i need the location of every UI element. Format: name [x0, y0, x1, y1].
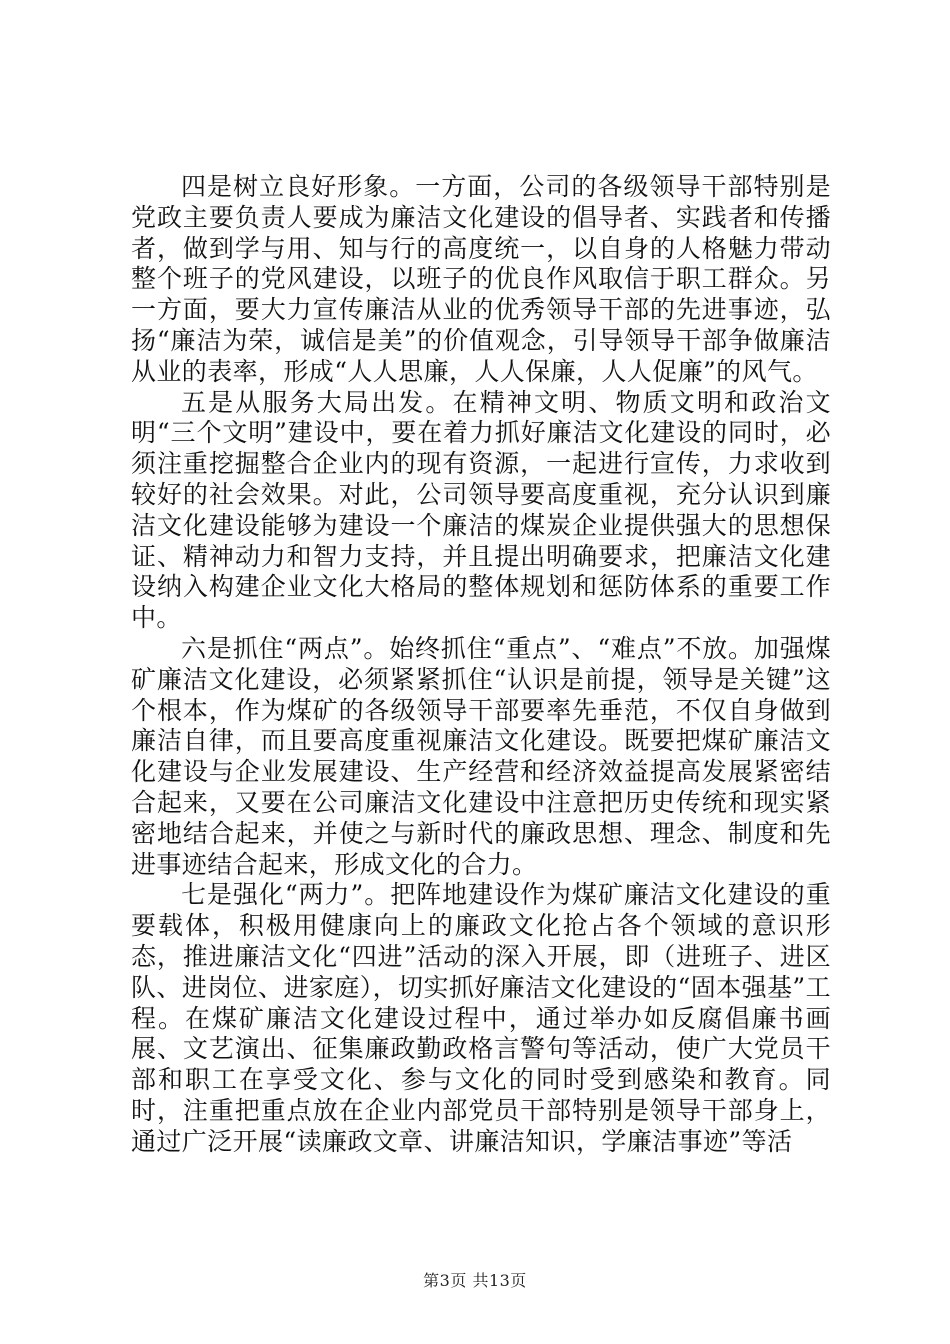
paragraph-4-image: 四是树立良好形象。一方面，公司的各级领导干部特别是党政主要负责人要成为廉洁文化建设的倡导者、实践者和传播者，做到学与用、知与行的高度统一，以自身的人格魅力带动整个班子的党风建设，以班子的优良作风取信于职工群众。另一方面，要大力宣传廉洁从业的优秀领导干部的先进事迹，弘扬“廉洁为荣，诚信是美”的价值观念，引导领导干部争做廉洁从业的表率，形成“人人思廉，人人保廉，人人促廉”的风气。: [131, 172, 831, 386]
paragraph-5-service: 五是从服务大局出发。在精神文明、物质文明和政治文明“三个文明”建设中，要在着力抓好廉洁文化建设的同时，必须注重挖掘整合企业内的现有资源，一起进行宣传，力求收到较好的社会效果。对此，公司领导要高度重视，充分认识到廉洁文化建设能够为建设一个廉洁的煤炭企业提供强大的思想保证、精神动力和智力支持，并且提出明确要求，把廉洁文化建设纳入构建企业文化大格局的整体规划和惩防体系的重要工作中。: [131, 387, 831, 633]
paragraph-6-two-points: 六是抓住“两点”。始终抓住“重点”、“难点”不放。加强煤矿廉洁文化建设，必须紧紧抓住“认识是前提，领导是关键”这个根本，作为煤矿的各级领导干部要率先垂范，不仅自身做到廉洁自律，而且要高度重视廉洁文化建设。既要把煤矿廉洁文化建设与企业发展建设、生产经营和经济效益提高发展紧密结合起来，又要在公司廉洁文化建设中注意把历史传统和现实紧密地结合起来，并使之与新时代的廉政思想、理念、制度和先进事迹结合起来，形成文化的合力。: [131, 633, 831, 879]
page-number-footer: 第3页 共13页: [423, 1271, 527, 1290]
document-body: [131, 172, 831, 1158]
paragraph-7-two-forces: 七是强化“两力”。把阵地建设作为煤矿廉洁文化建设的重要载体，积极用健康向上的廉政文化抢占各个领域的意识形态，推进廉洁文化“四进”活动的深入开展，即（进班子、进区队、进岗位、进家庭），切实抓好廉洁文化建设的“固本强基”工程。在煤矿廉洁文化建设过程中，通过举办如反腐倡廉书画展、文艺演出、征集廉政勤政格言警句等活动，使广大党员干部和职工在享受文化、参与文化的同时受到感染和教育。同时，注重把重点放在企业内部党员干部特别是领导干部身上，通过广泛开展“读廉政文章、讲廉洁知识，学廉洁事迹”等活: [131, 880, 831, 1156]
